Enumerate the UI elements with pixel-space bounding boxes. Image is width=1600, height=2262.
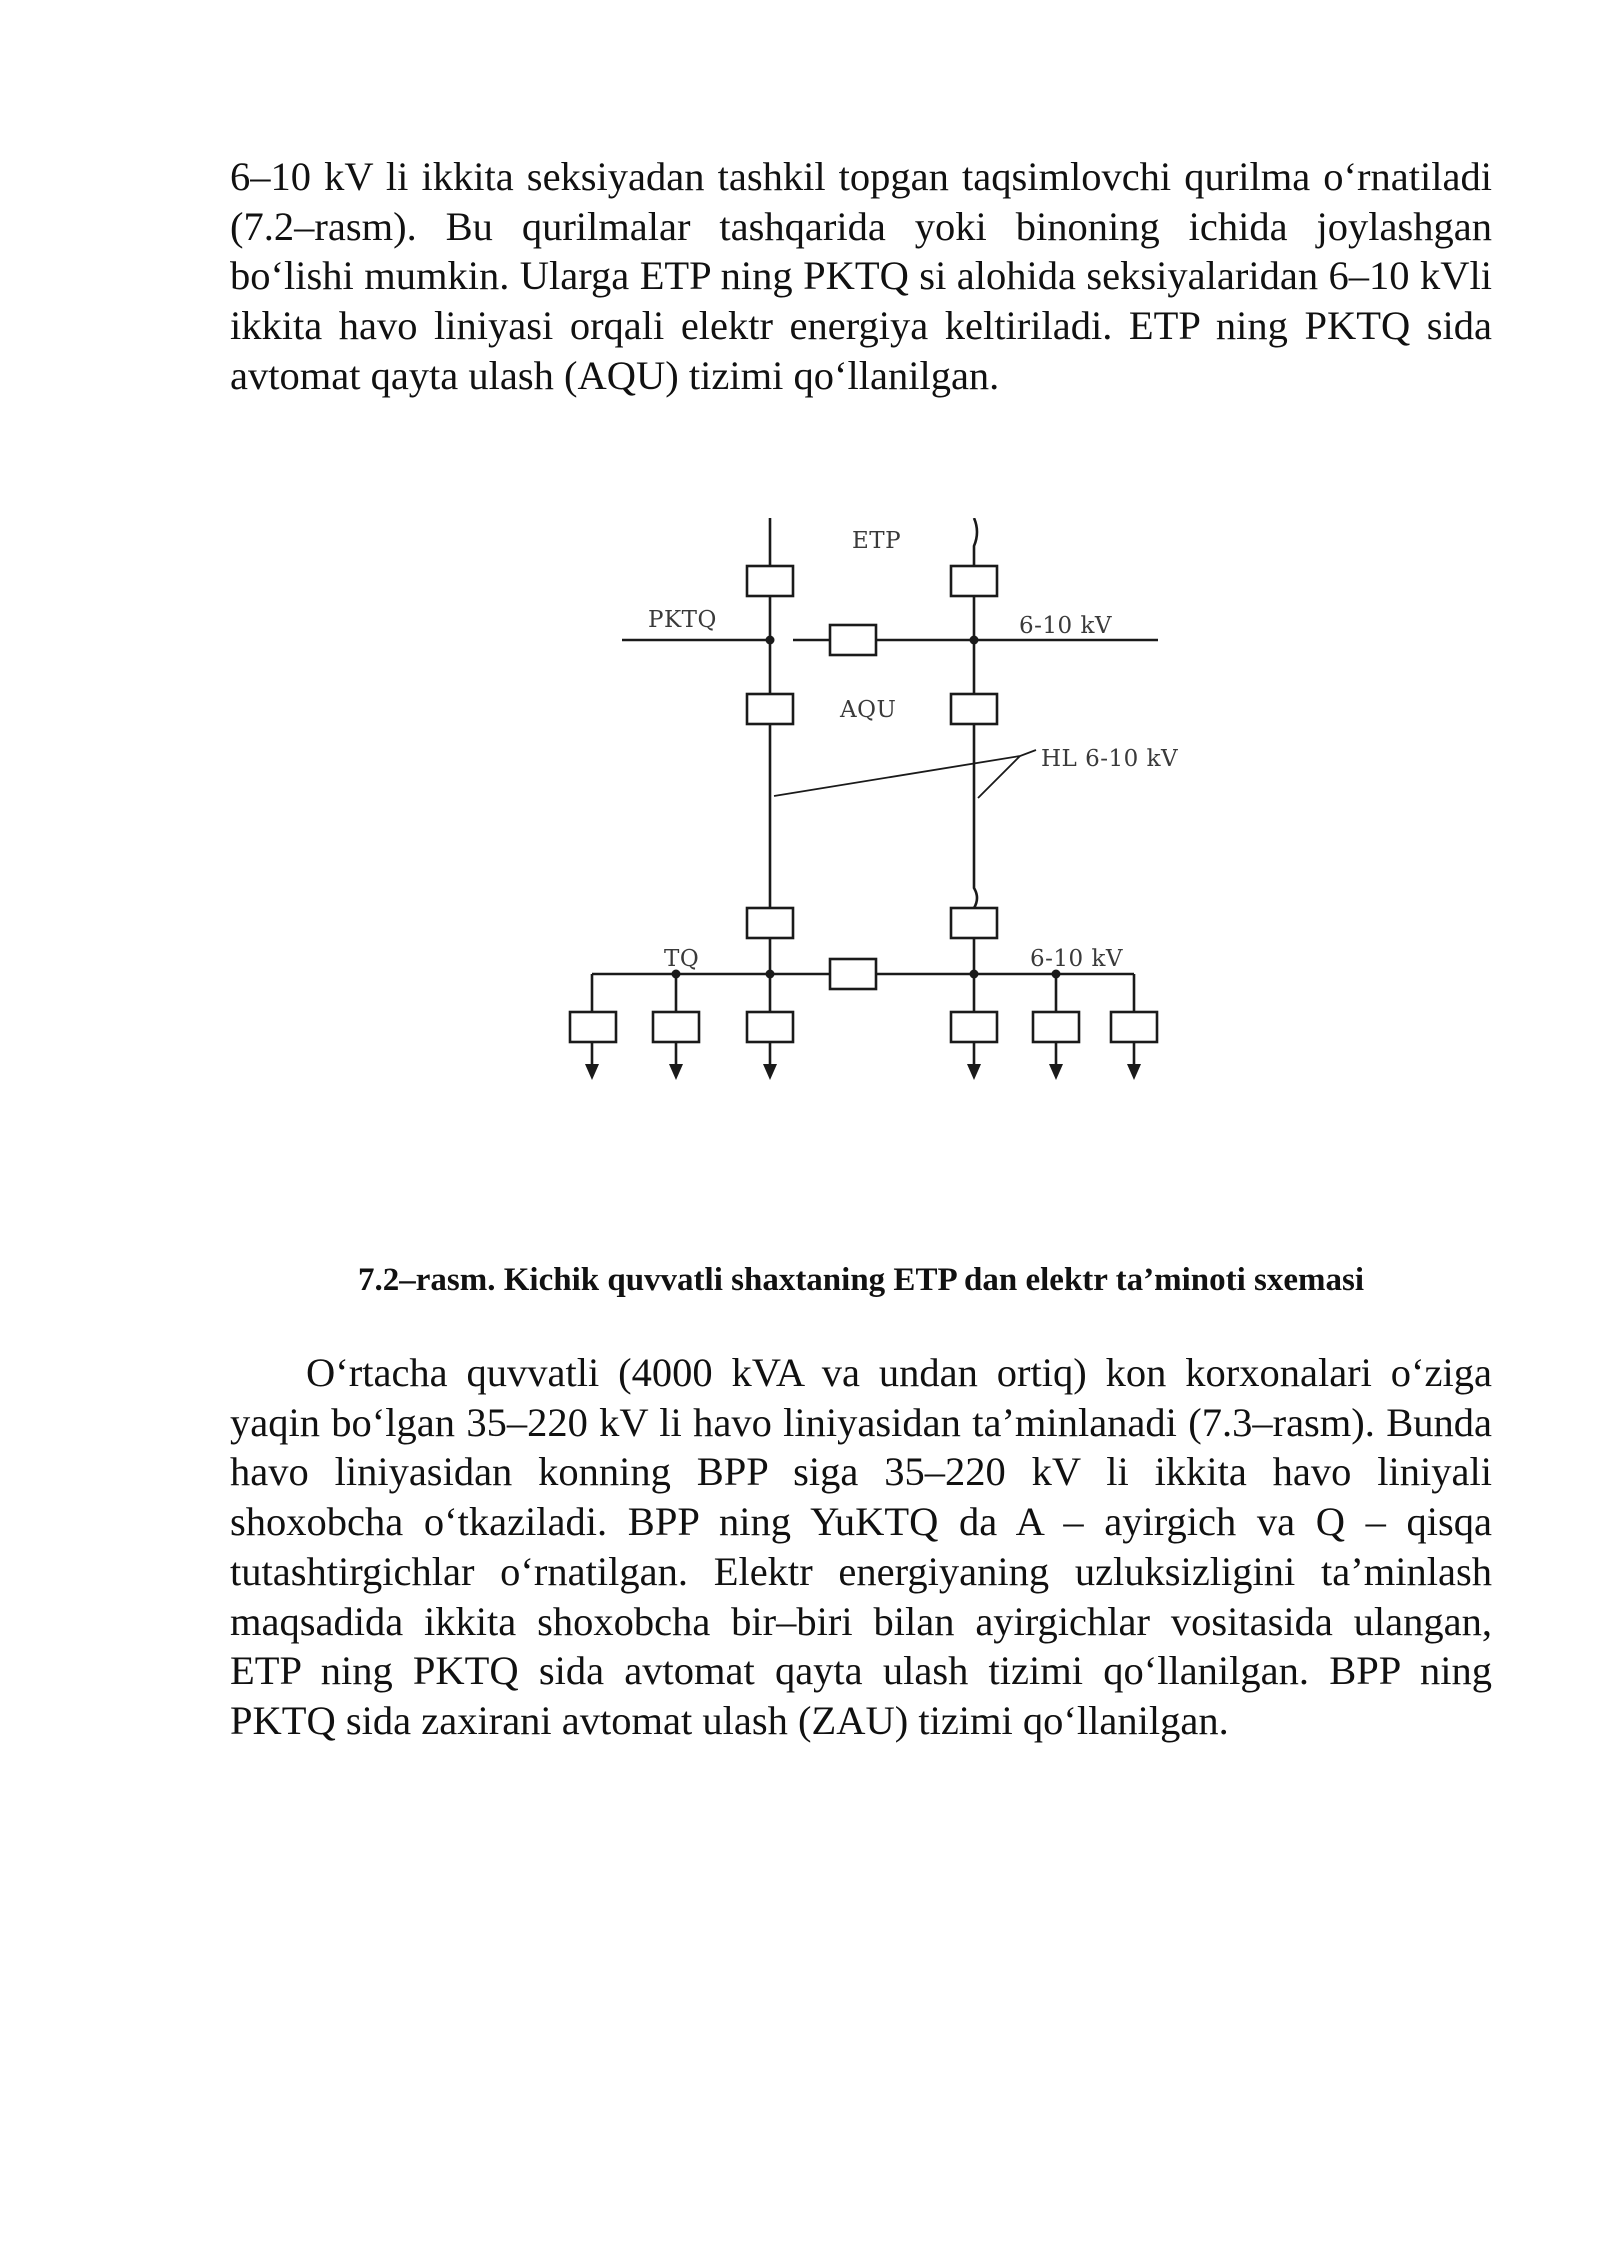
- breaker-top-right: [951, 566, 997, 596]
- junction-dot: [970, 970, 979, 979]
- arrow-down-icon: [763, 1064, 777, 1080]
- arrow-down-icon: [585, 1064, 599, 1080]
- arrow-down-icon: [1049, 1064, 1063, 1080]
- hl-leader: [774, 750, 1036, 798]
- label-tq: TQ: [664, 946, 700, 972]
- paragraph-medium-power: O‘rtacha quvvatli (4000 kVA va undan ortiq) kon korxonalari o‘ziga yaqin bo‘lgan 35–220 kV li havo liniyasidan ta’minlanadi (7.3–rasm). Bunda havo liniyasidan konning BPP siga 35–220 kV li ikkita havo liniyali shoxobcha o‘tkaziladi. BPP ning YuKTQ da A – ayirgich va Q – qisqa tutashtirgichlar o‘rnatilgan. Elektr energiyaning uzluksizligini ta’minlash maqsadida ikkita shoxobcha bir–biri bilan ayirgichlar vositasida ulangan, ETP ning PKTQ sida avtomat qayta ulash tizimi qo‘llanilgan. BPP ning PKTQ sida zaxirani avtomat ulash (ZAU) tizimi qo‘llanilgan.: [230, 1350, 1492, 1743]
- overhead-line-right: [974, 724, 977, 908]
- junction-dot: [766, 636, 775, 645]
- label-etp: ETP: [852, 528, 902, 554]
- breaker-outgoing-2: [653, 1012, 699, 1042]
- label-bottom-voltage: 6-10 kV: [1030, 946, 1124, 972]
- incoming-line-right: [974, 518, 977, 566]
- power-supply-schematic: [560, 518, 1220, 1098]
- label-aqu: AQU: [840, 697, 897, 723]
- breaker-top-left: [747, 566, 793, 596]
- breaker-outgoing-1: [570, 1012, 616, 1042]
- schematic-svg: [560, 518, 1220, 1098]
- arrow-down-icon: [967, 1064, 981, 1080]
- breaker-feeder-left: [747, 694, 793, 724]
- breaker-outgoing-6: [1111, 1012, 1157, 1042]
- breaker-feeder-right: [951, 694, 997, 724]
- label-top-voltage: 6-10 kV: [1019, 613, 1113, 639]
- breaker-outgoing-4: [951, 1012, 997, 1042]
- breaker-lower-right: [951, 908, 997, 938]
- junction-dot: [766, 970, 775, 979]
- arrow-down-icon: [669, 1064, 683, 1080]
- junction-dot: [970, 636, 979, 645]
- sectional-breaker-bottom: [830, 959, 876, 989]
- breaker-outgoing-3: [747, 1012, 793, 1042]
- arrow-down-icon: [1127, 1064, 1141, 1080]
- paragraph-intro: 6–10 kV li ikkita seksiyadan tashkil topgan taqsimlovchi qurilma o‘rnatiladi (7.2–rasm). Bu qurilmalar tashqarida yoki binoning ichida joylashgan bo‘lishi mumkin. Ularga ETP ning PKTQ si alohida seksiyalaridan 6–10 kVli ikkita havo liniyasi orqali elektr energiya keltiriladi. ETP ning PKTQ sida avtomat qayta ulash (AQU) tizimi qo‘llanilgan.: [230, 154, 1492, 398]
- label-pktq: PKTQ: [648, 607, 717, 633]
- breaker-lower-left: [747, 908, 793, 938]
- breaker-outgoing-5: [1033, 1012, 1079, 1042]
- figure-caption: 7.2–rasm. Kichik quvvatli shaxtaning ETP dan elektr ta’minoti sxemasi: [358, 1262, 1364, 1298]
- sectional-breaker-top: [830, 625, 876, 655]
- label-hl: HL 6-10 kV: [1041, 746, 1179, 772]
